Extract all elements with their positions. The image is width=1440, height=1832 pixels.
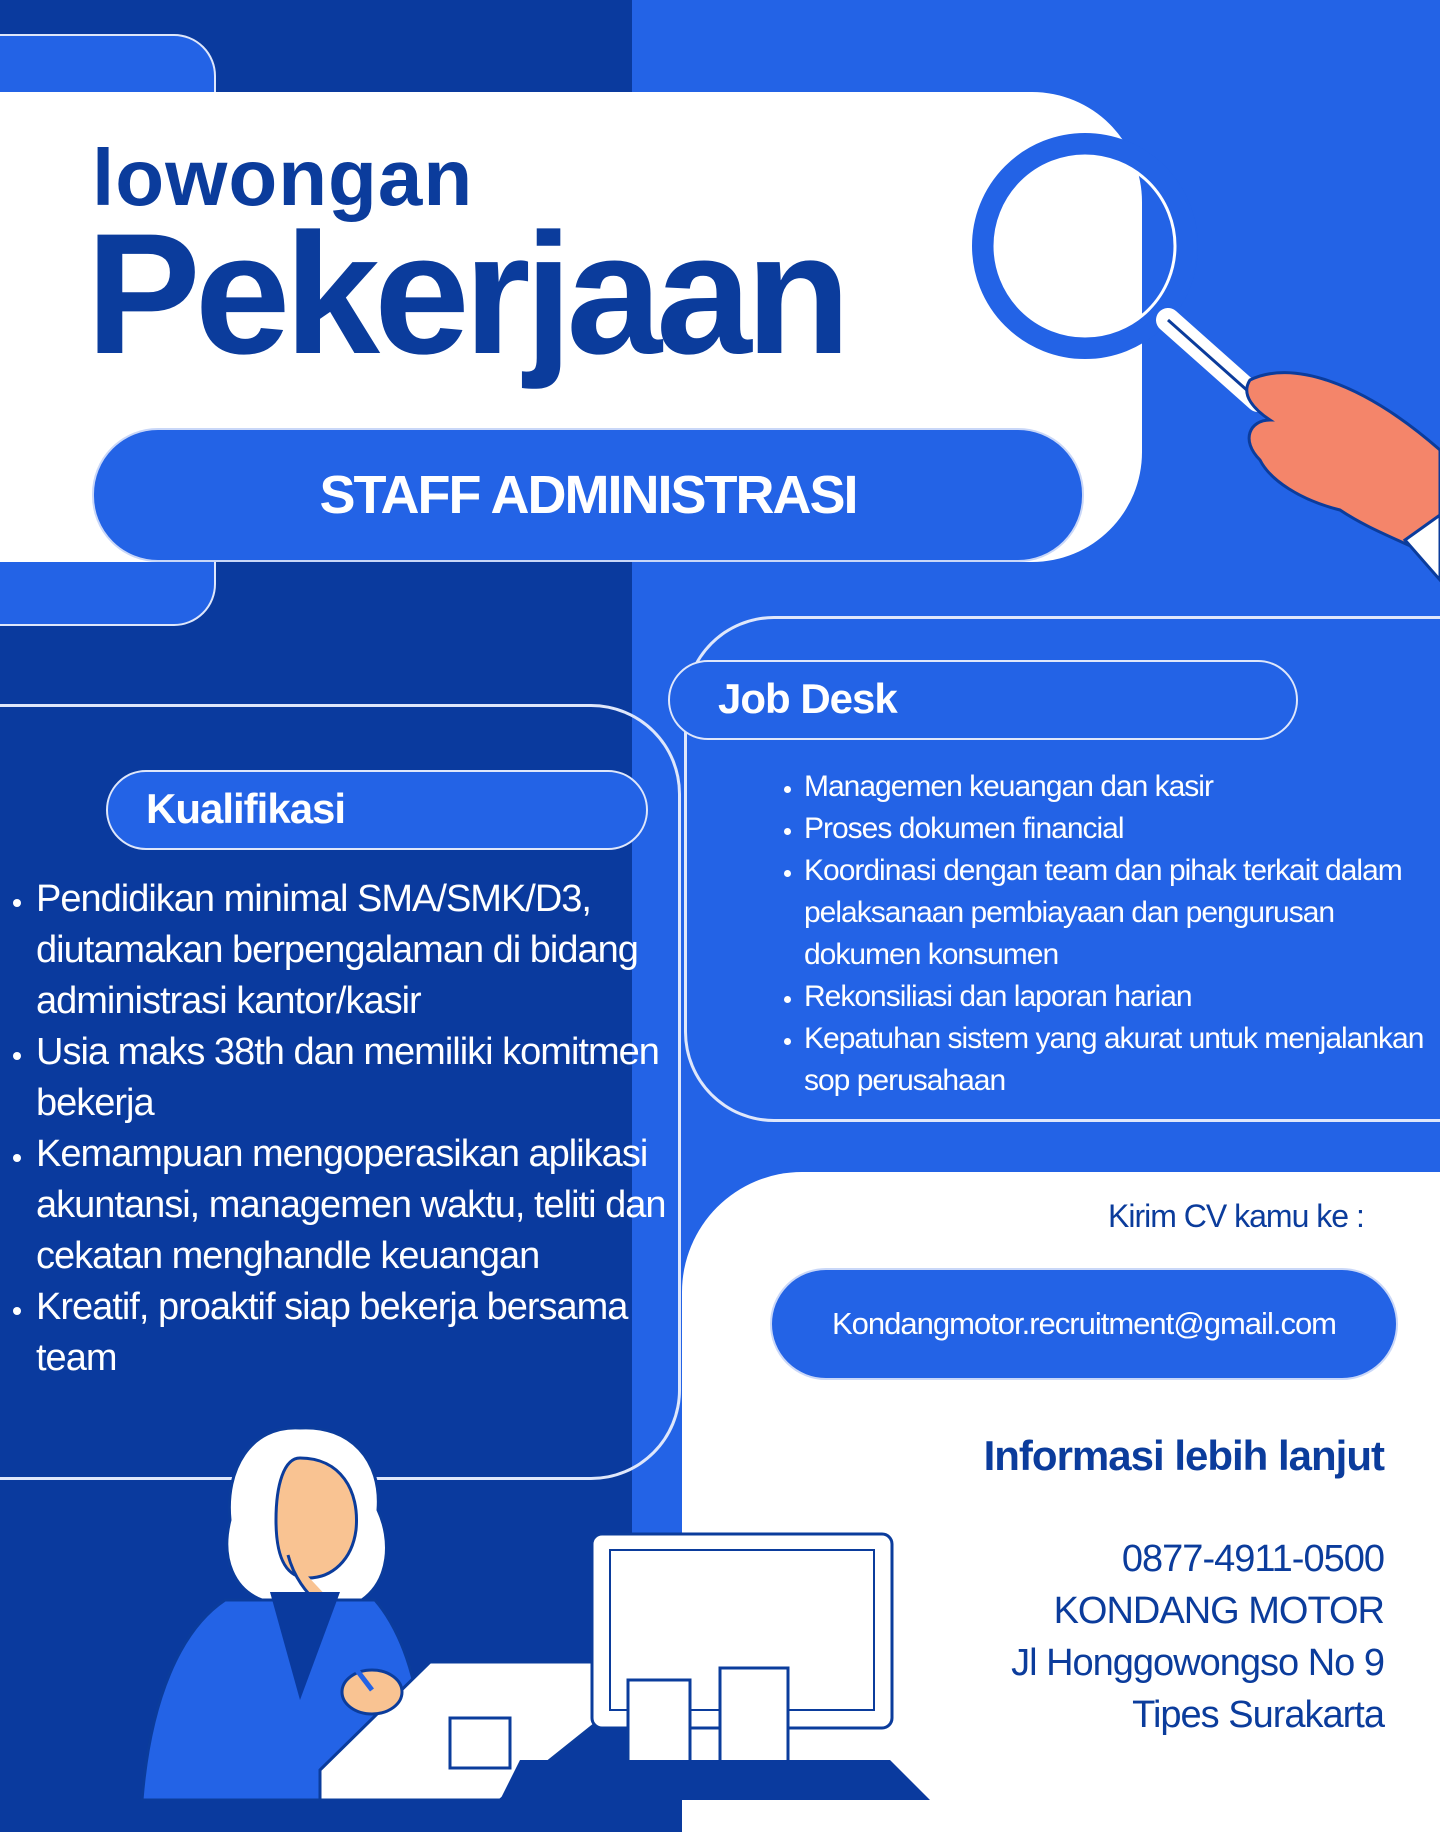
qualifications-label: Kualifikasi bbox=[146, 785, 346, 832]
cv-instruction: Kirim CV kamu ke : bbox=[1108, 1198, 1364, 1234]
header-subtitle: lowongan bbox=[92, 133, 474, 222]
list-item: • Proses dokumen financial bbox=[804, 808, 1440, 850]
qualifications-header bbox=[106, 770, 648, 850]
list-item: • Kepatuhan sistem yang akurat untuk menjalankan sop perusahaan bbox=[804, 1018, 1440, 1102]
position-badge bbox=[92, 428, 1084, 562]
phone-number[interactable]: 0877-4911-0500 bbox=[1121, 1538, 1384, 1580]
list-item: • Kemampuan mengoperasikan aplikasi akuntansi, managemen waktu, teliti dan cekatan menghandle keuangan bbox=[36, 1129, 716, 1282]
email-address[interactable]: Kondangmotor.recruitment@gmail.com bbox=[831, 1306, 1337, 1341]
list-item: • Koordinasi dengan team dan pihak terkait dalam pelaksanaan pembiayaan dan pengurusan dokumen konsumen bbox=[804, 850, 1440, 976]
list-item: • Pendidikan minimal SMA/SMK/D3, diutamakan berpengalaman di bidang administrasi kantor/kasir bbox=[36, 874, 716, 1027]
address-line-1: Jl Honggowongso No 9 bbox=[1011, 1642, 1384, 1684]
list-item: • Rekonsiliasi dan laporan harian bbox=[804, 976, 1440, 1018]
list-item: • Kreatif, proaktif siap bekerja bersama team bbox=[36, 1282, 716, 1384]
list-item: • Usia maks 38th dan memiliki komitmen bekerja bbox=[36, 1027, 716, 1129]
company-name: KONDANG MOTOR bbox=[1053, 1590, 1384, 1632]
list-item: • Managemen keuangan dan kasir bbox=[804, 766, 1440, 808]
info-title: Informasi lebih lanjut bbox=[983, 1432, 1384, 1479]
email-link[interactable] bbox=[770, 1268, 1398, 1380]
qualifications-list bbox=[0, 874, 716, 1384]
position-label: STAFF ADMINISTRASI bbox=[319, 465, 857, 525]
job-desk-header bbox=[668, 660, 1298, 740]
job-desk-list bbox=[762, 766, 1440, 1102]
address-line-2: Tipes Surakarta bbox=[1132, 1694, 1384, 1736]
header-title: Pekerjaan bbox=[86, 198, 845, 390]
job-desk-label: Job Desk bbox=[718, 675, 897, 722]
